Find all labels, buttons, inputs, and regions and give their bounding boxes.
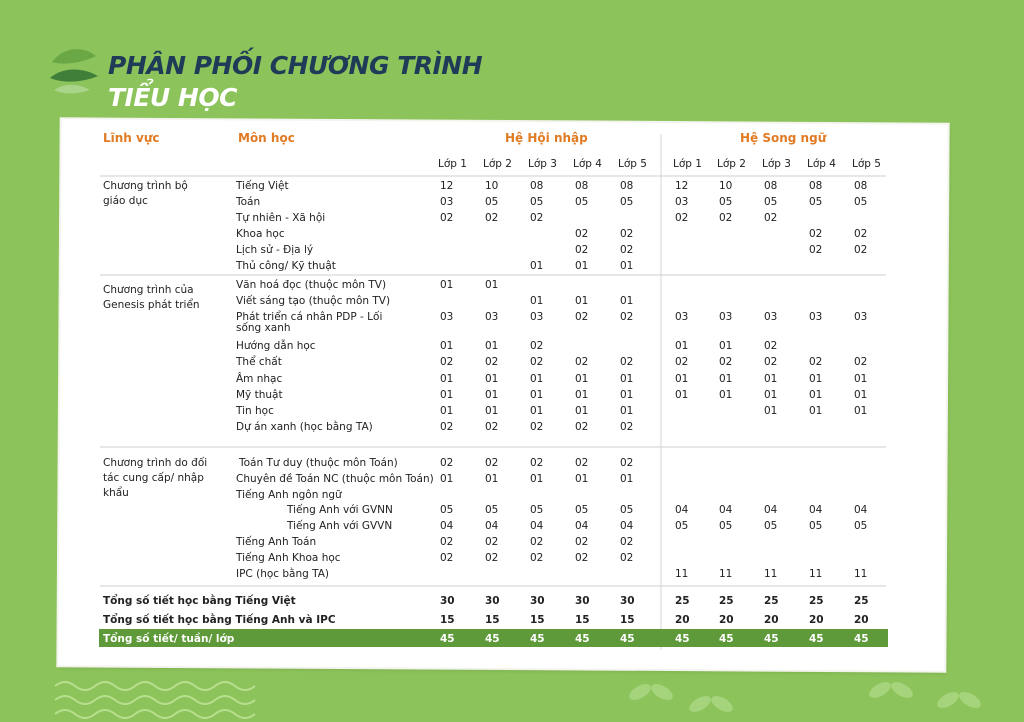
total-value-hoi-nhap: 15 — [485, 614, 500, 626]
value-cell-hoi-nhap: 01 — [575, 373, 589, 385]
value-cell-hoi-nhap: 01 — [575, 260, 589, 272]
value-cell-hoi-nhap: 01 — [485, 405, 499, 417]
value-cell-hoi-nhap: 02 — [530, 536, 544, 548]
value-cell-hoi-nhap: 01 — [440, 340, 454, 352]
value-cell-hoi-nhap: 01 — [620, 373, 634, 385]
value-cell-song-ngu: 08 — [764, 180, 778, 192]
subject-label: Tiếng Anh Toán — [236, 536, 317, 548]
section-label: Chương trình bộ — [103, 180, 188, 192]
title-line-2: TIỂU HỌC — [108, 83, 237, 112]
value-cell-hoi-nhap: 10 — [485, 180, 499, 192]
value-cell-song-ngu: 04 — [675, 504, 689, 516]
value-cell-song-ngu: 01 — [809, 389, 823, 401]
value-cell-hoi-nhap: 03 — [530, 311, 544, 323]
value-cell-song-ngu: 02 — [854, 356, 868, 368]
value-cell-song-ngu: 02 — [809, 228, 823, 240]
total-value-song-ngu: 20 — [764, 614, 779, 626]
value-cell-song-ngu: 01 — [719, 389, 733, 401]
total-value-song-ngu: 25 — [764, 595, 779, 607]
total-value-song-ngu: 45 — [854, 633, 869, 645]
total-label: Tổng số tiết học bằng Tiếng Anh và IPC — [103, 614, 336, 626]
total-value-song-ngu: 45 — [675, 633, 690, 645]
subject-label: IPC (học bằng TA) — [236, 568, 330, 580]
total-label: Tổng số tiết/ tuần/ lớp — [103, 633, 235, 645]
value-cell-hoi-nhap: 02 — [575, 552, 589, 564]
grade-header: Lớp 4 — [807, 158, 836, 170]
value-cell-hoi-nhap: 02 — [620, 457, 634, 469]
wave-icon — [55, 696, 255, 704]
value-cell-song-ngu: 01 — [675, 373, 689, 385]
grade-header: Lớp 3 — [762, 158, 791, 170]
value-cell-hoi-nhap: 02 — [575, 311, 589, 323]
value-cell-hoi-nhap: 02 — [530, 340, 544, 352]
value-cell-hoi-nhap: 01 — [485, 373, 499, 385]
value-cell-song-ngu: 01 — [764, 389, 778, 401]
value-cell-song-ngu: 02 — [764, 340, 778, 352]
value-cell-song-ngu: 04 — [854, 504, 868, 516]
total-value-song-ngu: 45 — [719, 633, 734, 645]
total-value-hoi-nhap: 30 — [485, 595, 500, 607]
section-label: tác cung cấp/ nhập — [103, 472, 204, 484]
grade-header: Lớp 3 — [528, 158, 557, 170]
section-label: Genesis phát triển — [103, 299, 200, 311]
value-cell-song-ngu: 02 — [675, 356, 689, 368]
bottom-decoration — [0, 670, 1024, 722]
value-cell-song-ngu: 12 — [675, 180, 689, 192]
value-cell-hoi-nhap: 02 — [620, 311, 634, 323]
subject-label: Tiếng Anh với GVNN — [287, 504, 393, 516]
total-value-song-ngu: 25 — [719, 595, 734, 607]
value-cell-song-ngu: 02 — [764, 356, 778, 368]
grade-header: Lớp 1 — [673, 158, 702, 170]
grade-header: Lớp 1 — [438, 158, 467, 170]
value-cell-hoi-nhap: 02 — [485, 421, 499, 433]
value-cell-hoi-nhap: 02 — [530, 212, 544, 224]
value-cell-song-ngu: 01 — [854, 373, 868, 385]
value-cell-hoi-nhap: 03 — [440, 311, 454, 323]
subject-label: sống xanh — [236, 322, 291, 334]
subject-label: Âm nhạc — [236, 373, 283, 385]
total-value-hoi-nhap: 45 — [530, 633, 545, 645]
value-cell-hoi-nhap: 02 — [485, 552, 499, 564]
value-cell-song-ngu: 05 — [719, 520, 733, 532]
value-cell-hoi-nhap: 01 — [440, 279, 454, 291]
value-cell-hoi-nhap: 01 — [530, 389, 544, 401]
value-cell-song-ngu: 01 — [764, 405, 778, 417]
value-cell-song-ngu: 01 — [719, 373, 733, 385]
value-cell-hoi-nhap: 05 — [620, 196, 634, 208]
subject-label: Tin học — [236, 405, 274, 417]
total-label: Tổng số tiết học bằng Tiếng Việt — [103, 595, 296, 607]
value-cell-song-ngu: 02 — [719, 212, 733, 224]
subject-label: Tiếng Anh ngôn ngữ — [236, 489, 342, 501]
value-cell-hoi-nhap: 01 — [620, 295, 634, 307]
value-cell-song-ngu: 03 — [809, 311, 823, 323]
header-field: Lĩnh vực — [103, 131, 160, 145]
value-cell-song-ngu: 04 — [764, 504, 778, 516]
total-value-hoi-nhap: 30 — [620, 595, 635, 607]
subject-label: Khoa học — [236, 228, 285, 240]
value-cell-hoi-nhap: 02 — [575, 421, 589, 433]
value-cell-hoi-nhap: 01 — [575, 405, 589, 417]
value-cell-song-ngu: 03 — [675, 196, 689, 208]
value-cell-song-ngu: 01 — [764, 373, 778, 385]
value-cell-song-ngu: 05 — [764, 520, 778, 532]
value-cell-hoi-nhap: 02 — [530, 552, 544, 564]
total-value-song-ngu: 25 — [809, 595, 824, 607]
value-cell-hoi-nhap: 02 — [575, 536, 589, 548]
section-label: Chương trình do đối — [103, 457, 208, 469]
value-cell-hoi-nhap: 02 — [620, 244, 634, 256]
value-cell-hoi-nhap: 02 — [440, 212, 454, 224]
grade-header: Lớp 2 — [717, 158, 746, 170]
value-cell-hoi-nhap: 03 — [440, 196, 454, 208]
total-value-song-ngu: 20 — [675, 614, 690, 626]
value-cell-hoi-nhap: 01 — [440, 389, 454, 401]
value-cell-song-ngu: 04 — [809, 504, 823, 516]
title-line-1: PHÂN PHỐI CHƯƠNG TRÌNH — [108, 51, 483, 80]
total-value-song-ngu: 45 — [809, 633, 824, 645]
value-cell-song-ngu: 05 — [764, 196, 778, 208]
section-label: khẩu — [103, 487, 129, 499]
value-cell-hoi-nhap: 01 — [485, 279, 499, 291]
total-value-hoi-nhap: 45 — [575, 633, 590, 645]
value-cell-hoi-nhap: 01 — [485, 340, 499, 352]
value-cell-hoi-nhap: 04 — [575, 520, 589, 532]
value-cell-hoi-nhap: 04 — [485, 520, 499, 532]
value-cell-hoi-nhap: 01 — [620, 405, 634, 417]
value-cell-hoi-nhap: 03 — [485, 311, 499, 323]
value-cell-song-ngu: 11 — [809, 568, 823, 580]
value-cell-hoi-nhap: 02 — [620, 421, 634, 433]
sprout-icon — [627, 679, 984, 722]
grade-header: Lớp 5 — [852, 158, 881, 170]
section-label: Chương trình của — [103, 284, 194, 296]
value-cell-hoi-nhap: 02 — [440, 421, 454, 433]
value-cell-song-ngu: 05 — [675, 520, 689, 532]
value-cell-song-ngu: 01 — [719, 340, 733, 352]
total-value-hoi-nhap: 30 — [440, 595, 455, 607]
value-cell-song-ngu: 03 — [675, 311, 689, 323]
value-cell-hoi-nhap: 02 — [620, 228, 634, 240]
grade-header: Lớp 2 — [483, 158, 512, 170]
total-value-song-ngu: 25 — [854, 595, 869, 607]
total-value-hoi-nhap: 15 — [575, 614, 590, 626]
value-cell-hoi-nhap: 02 — [440, 457, 454, 469]
header-subject: Môn học — [238, 131, 295, 145]
value-cell-song-ngu: 02 — [764, 212, 778, 224]
subject-label: Thủ công/ Kỹ thuật — [236, 260, 336, 272]
grade-header: Lớp 5 — [618, 158, 647, 170]
value-cell-hoi-nhap: 02 — [485, 356, 499, 368]
value-cell-song-ngu: 05 — [809, 520, 823, 532]
total-value-song-ngu: 20 — [809, 614, 824, 626]
total-value-hoi-nhap: 15 — [530, 614, 545, 626]
value-cell-hoi-nhap: 05 — [440, 504, 454, 516]
value-cell-hoi-nhap: 02 — [485, 212, 499, 224]
value-cell-hoi-nhap: 02 — [485, 457, 499, 469]
value-cell-song-ngu: 02 — [719, 356, 733, 368]
total-value-song-ngu: 20 — [854, 614, 869, 626]
subject-label: Mỹ thuật — [236, 389, 283, 401]
value-cell-song-ngu: 03 — [854, 311, 868, 323]
value-cell-hoi-nhap: 02 — [575, 244, 589, 256]
value-cell-song-ngu: 05 — [854, 196, 868, 208]
subject-label: Hướng dẫn học — [236, 340, 316, 352]
value-cell-hoi-nhap: 01 — [485, 473, 499, 485]
subject-label: Phát triển cá nhân PDP - Lối — [236, 311, 383, 323]
total-value-hoi-nhap: 45 — [620, 633, 635, 645]
subject-label: Thể chất — [236, 356, 282, 368]
value-cell-song-ngu: 02 — [809, 356, 823, 368]
value-cell-song-ngu: 01 — [854, 389, 868, 401]
value-cell-song-ngu: 02 — [809, 244, 823, 256]
value-cell-hoi-nhap: 02 — [485, 536, 499, 548]
value-cell-hoi-nhap: 05 — [620, 504, 634, 516]
value-cell-hoi-nhap: 02 — [620, 536, 634, 548]
value-cell-hoi-nhap: 02 — [620, 552, 634, 564]
total-value-song-ngu: 25 — [675, 595, 690, 607]
value-cell-hoi-nhap: 04 — [530, 520, 544, 532]
subject-label: Tiếng Anh Khoa học — [236, 552, 341, 564]
subject-label: Lịch sử - Địa lý — [236, 244, 314, 256]
subject-label: Toán Tư duy (thuộc môn Toán) — [239, 457, 398, 469]
value-cell-hoi-nhap: 02 — [530, 421, 544, 433]
value-cell-song-ngu: 02 — [854, 228, 868, 240]
header-hoi-nhap: Hệ Hội nhập — [505, 131, 588, 145]
value-cell-hoi-nhap: 02 — [620, 356, 634, 368]
value-cell-hoi-nhap: 01 — [620, 389, 634, 401]
value-cell-song-ngu: 10 — [719, 180, 733, 192]
header-song-ngu: Hệ Song ngữ — [740, 131, 827, 145]
value-cell-hoi-nhap: 01 — [440, 405, 454, 417]
value-cell-hoi-nhap: 08 — [575, 180, 589, 192]
value-cell-song-ngu: 04 — [719, 504, 733, 516]
subject-label: Tự nhiên - Xã hội — [236, 212, 326, 224]
value-cell-song-ngu: 05 — [719, 196, 733, 208]
value-cell-hoi-nhap: 01 — [530, 373, 544, 385]
value-cell-song-ngu: 02 — [854, 244, 868, 256]
value-cell-hoi-nhap: 02 — [575, 228, 589, 240]
value-cell-song-ngu: 01 — [854, 405, 868, 417]
total-value-song-ngu: 20 — [719, 614, 734, 626]
total-value-hoi-nhap: 30 — [530, 595, 545, 607]
wave-icon — [55, 682, 255, 690]
value-cell-hoi-nhap: 02 — [440, 552, 454, 564]
value-cell-song-ngu: 11 — [675, 568, 689, 580]
value-cell-hoi-nhap: 04 — [440, 520, 454, 532]
value-cell-hoi-nhap: 01 — [620, 260, 634, 272]
value-cell-song-ngu: 01 — [675, 389, 689, 401]
total-value-hoi-nhap: 30 — [575, 595, 590, 607]
subject-label: Văn hoá đọc (thuộc môn TV) — [236, 279, 387, 291]
value-cell-hoi-nhap: 12 — [440, 180, 454, 192]
value-cell-hoi-nhap: 02 — [440, 536, 454, 548]
total-value-hoi-nhap: 45 — [485, 633, 500, 645]
value-cell-song-ngu: 03 — [764, 311, 778, 323]
value-cell-hoi-nhap: 08 — [530, 180, 544, 192]
value-cell-hoi-nhap: 01 — [485, 389, 499, 401]
value-cell-hoi-nhap: 05 — [575, 196, 589, 208]
value-cell-song-ngu: 01 — [675, 340, 689, 352]
value-cell-hoi-nhap: 01 — [530, 295, 544, 307]
value-cell-hoi-nhap: 04 — [620, 520, 634, 532]
value-cell-song-ngu: 11 — [854, 568, 868, 580]
value-cell-hoi-nhap: 05 — [485, 504, 499, 516]
total-value-hoi-nhap: 45 — [440, 633, 455, 645]
subject-label: Tiếng Việt — [236, 180, 289, 192]
value-cell-hoi-nhap: 08 — [620, 180, 634, 192]
value-cell-hoi-nhap: 02 — [530, 457, 544, 469]
wave-icon — [55, 710, 255, 718]
subject-label: Toán — [236, 196, 261, 208]
total-value-song-ngu: 45 — [764, 633, 779, 645]
value-cell-hoi-nhap: 01 — [440, 473, 454, 485]
value-cell-hoi-nhap: 05 — [530, 504, 544, 516]
subject-label: Viết sáng tạo (thuộc môn TV) — [236, 295, 391, 307]
total-value-hoi-nhap: 15 — [440, 614, 455, 626]
value-cell-song-ngu: 11 — [719, 568, 733, 580]
subject-label: Chuyên đề Toán NC (thuộc môn Toán) — [236, 473, 434, 485]
value-cell-hoi-nhap: 01 — [530, 473, 544, 485]
value-cell-song-ngu: 01 — [809, 373, 823, 385]
value-cell-song-ngu: 11 — [764, 568, 778, 580]
value-cell-hoi-nhap: 01 — [575, 295, 589, 307]
value-cell-song-ngu: 08 — [809, 180, 823, 192]
value-cell-hoi-nhap: 05 — [530, 196, 544, 208]
value-cell-hoi-nhap: 02 — [575, 457, 589, 469]
value-cell-song-ngu: 01 — [809, 405, 823, 417]
value-cell-song-ngu: 08 — [854, 180, 868, 192]
value-cell-hoi-nhap: 02 — [575, 356, 589, 368]
value-cell-hoi-nhap: 01 — [440, 373, 454, 385]
value-cell-song-ngu: 03 — [719, 311, 733, 323]
subject-label: Dự án xanh (học bằng TA) — [236, 421, 373, 433]
value-cell-song-ngu: 05 — [809, 196, 823, 208]
value-cell-hoi-nhap: 01 — [530, 405, 544, 417]
value-cell-hoi-nhap: 02 — [440, 356, 454, 368]
section-label: giáo dục — [103, 195, 148, 207]
value-cell-hoi-nhap: 01 — [575, 473, 589, 485]
value-cell-hoi-nhap: 02 — [530, 356, 544, 368]
value-cell-song-ngu: 02 — [675, 212, 689, 224]
total-value-hoi-nhap: 15 — [620, 614, 635, 626]
value-cell-hoi-nhap: 01 — [530, 260, 544, 272]
subject-label: Tiếng Anh với GVVN — [287, 520, 393, 532]
value-cell-song-ngu: 05 — [854, 520, 868, 532]
value-cell-hoi-nhap: 01 — [620, 473, 634, 485]
value-cell-hoi-nhap: 05 — [575, 504, 589, 516]
value-cell-hoi-nhap: 05 — [485, 196, 499, 208]
grade-header: Lớp 4 — [573, 158, 602, 170]
value-cell-hoi-nhap: 01 — [575, 389, 589, 401]
